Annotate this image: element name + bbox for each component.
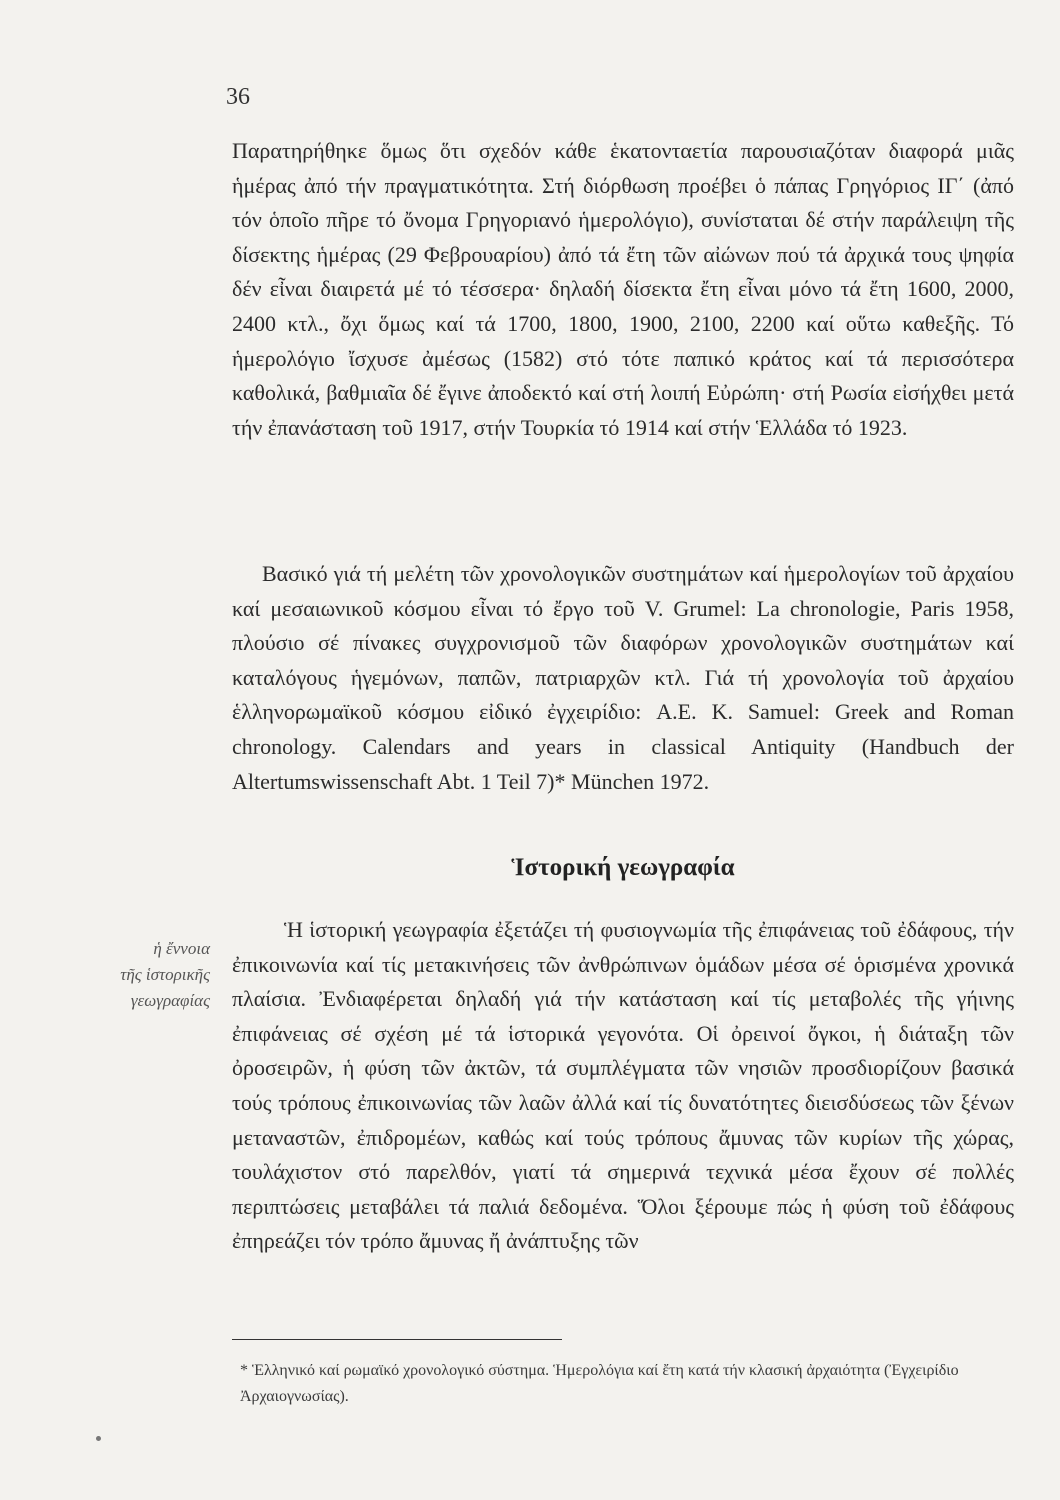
margin-note-line: γεωγραφίας [130,991,210,1010]
section-heading: Ἱστορική γεωγραφία [511,854,735,881]
page-number: 36 [226,84,250,110]
margin-note-line: ἡ ἔννοια [153,939,210,958]
paragraph-gregorian-calendar: Παρατηρήθηκε ὅμως ὅτι σχεδόν κάθε ἑκατονταετία παρουσιαζόταν διαφορά μιᾶς ἡμέρας ἀπό τήν πραγματικότητα. Στή διόρθωση προέβει ὁ πάπας Γρηγόριος ΙΓ΄ (ἀπό τόν ὁποῖο πῆρε τό ὄνομα Γρηγοριανό ἡμερολόγιο), συνίσταται δέ στήν παράλειψη τῆς δίσεκτης ἡμέρας (29 Φεβρουαρίου) ἀπό τά ἔτη τῶν αἰώνων πού τά ἀρχικά τους ψηφία δέν εἶναι διαιρετά μέ τό τέσσερα· δηλαδή δίσεκτα ἔτη εἶναι μόνο τά ἔτη 1600, 2000, 2400 κτλ., ὄχι ὅμως καί τά 1700, 1800, 1900, 2100, 2200 καί οὕτω καθεξῆς. Τό ἡμερολόγιο ἴσχυσε ἀμέσως (1582) στό τότε παπικό κράτος καί τά περισσότερα καθολικά, βαθμιαῖα δέ ἔγινε ἀποδεκτό καί στή λοιπή Εὐρώπη· στή Ρωσία εἰσήχθει μετά τήν ἐπανάσταση τοῦ 1917, στήν Τουρκία τό 1914 καί στήν Ἑλλάδα τό 1923. [232,138,1014,440]
paragraph-chronology-references: Βασικό γιά τή μελέτη τῶν χρονολογικῶν συστημάτων καί ἡμερολογίων τοῦ ἀρχαίου καί μεσαιωνικοῦ κόσμου εἶναι τό ἔργο τοῦ V. Grumel: La chronologie, Paris 1958, πλούσιο σέ πίνακες συγχρονισμοῦ τῶν διαφόρων χρονολογικῶν συστημάτων καί καταλόγους ἡγεμόνων, παπῶν, πατριαρχῶν κτλ. Γιά τή χρονολογία τοῦ ἀρχαίου ἑλληνορωμαϊκοῦ κόσμου εἰδικό ἐγχειρίδιο: A.E. K. Samuel: Greek and Roman chronology. Calendars and years in classical Antiquity (Handbuch der Altertumswissenschaft Abt. 1 Teil 7)* München 1972. [232,561,1014,794]
paper-speck [96,1436,101,1441]
margin-note-line: τῆς ἱστορικῆς [120,965,210,984]
paragraph-historical-geography: Ἡ ἱστορική γεωγραφία ἐξετάζει τή φυσιογνωμία τῆς ἐπιφάνειας τοῦ ἐδάφους, τήν ἐπικοινωνία καί τίς μετακινήσεις τῶν ἀνθρώπινων ὁμάδων μέσα σέ ὁρισμένα χρονικά πλαίσια. Ἐνδιαφέρεται δηλαδή γιά τήν κατάσταση καί τίς μεταβολές τῆς γήινης ἐπιφάνειας σέ σχέση μέ τά ἱστορικά γεγονότα. Οἱ ὀρεινοί ὄγκοι, ἡ διάταξη τῶν ὀροσειρῶν, ἡ φύση τῶν ἀκτῶν, τά συμπλέγματα τῶν νησιῶν προσδιορίζουν βασικά τούς τρόπους ἐπικοινωνίας τῶν λαῶν ἀλλά καί τίς δυνατότητες διεισδύσεως τῶν ξένων μεταναστῶν, ἐπιδρομέων, καθώς καί τούς τρόπους ἄμυνας τῶν κυρίων τῆς χώρας, τουλάχιστον στό παρελθόν, γιατί τά σημερινά τεχνικά μέσα ἔχουν σέ πολλές περιπτώσεις μεταβάλει τά παλιά δεδομένα. Ὅλοι ξέρουμε πώς ἡ φύση τοῦ ἐδάφους ἐπηρεάζει τόν τρόπο ἄμυνας ἤ ἀνάπτυξης τῶν [232,917,1014,1254]
margin-note [100,936,210,1014]
footnote: * Ἑλληνικό καί ρωμαϊκό χρονολογικό σύστημα. Ἡμερολόγια καί ἔτη κατά τήν κλασική ἀρχαιότητα (Ἐγχειρίδιο Ἀρχαιογνωσίας). [240,1362,959,1405]
footnote-divider [232,1339,562,1340]
